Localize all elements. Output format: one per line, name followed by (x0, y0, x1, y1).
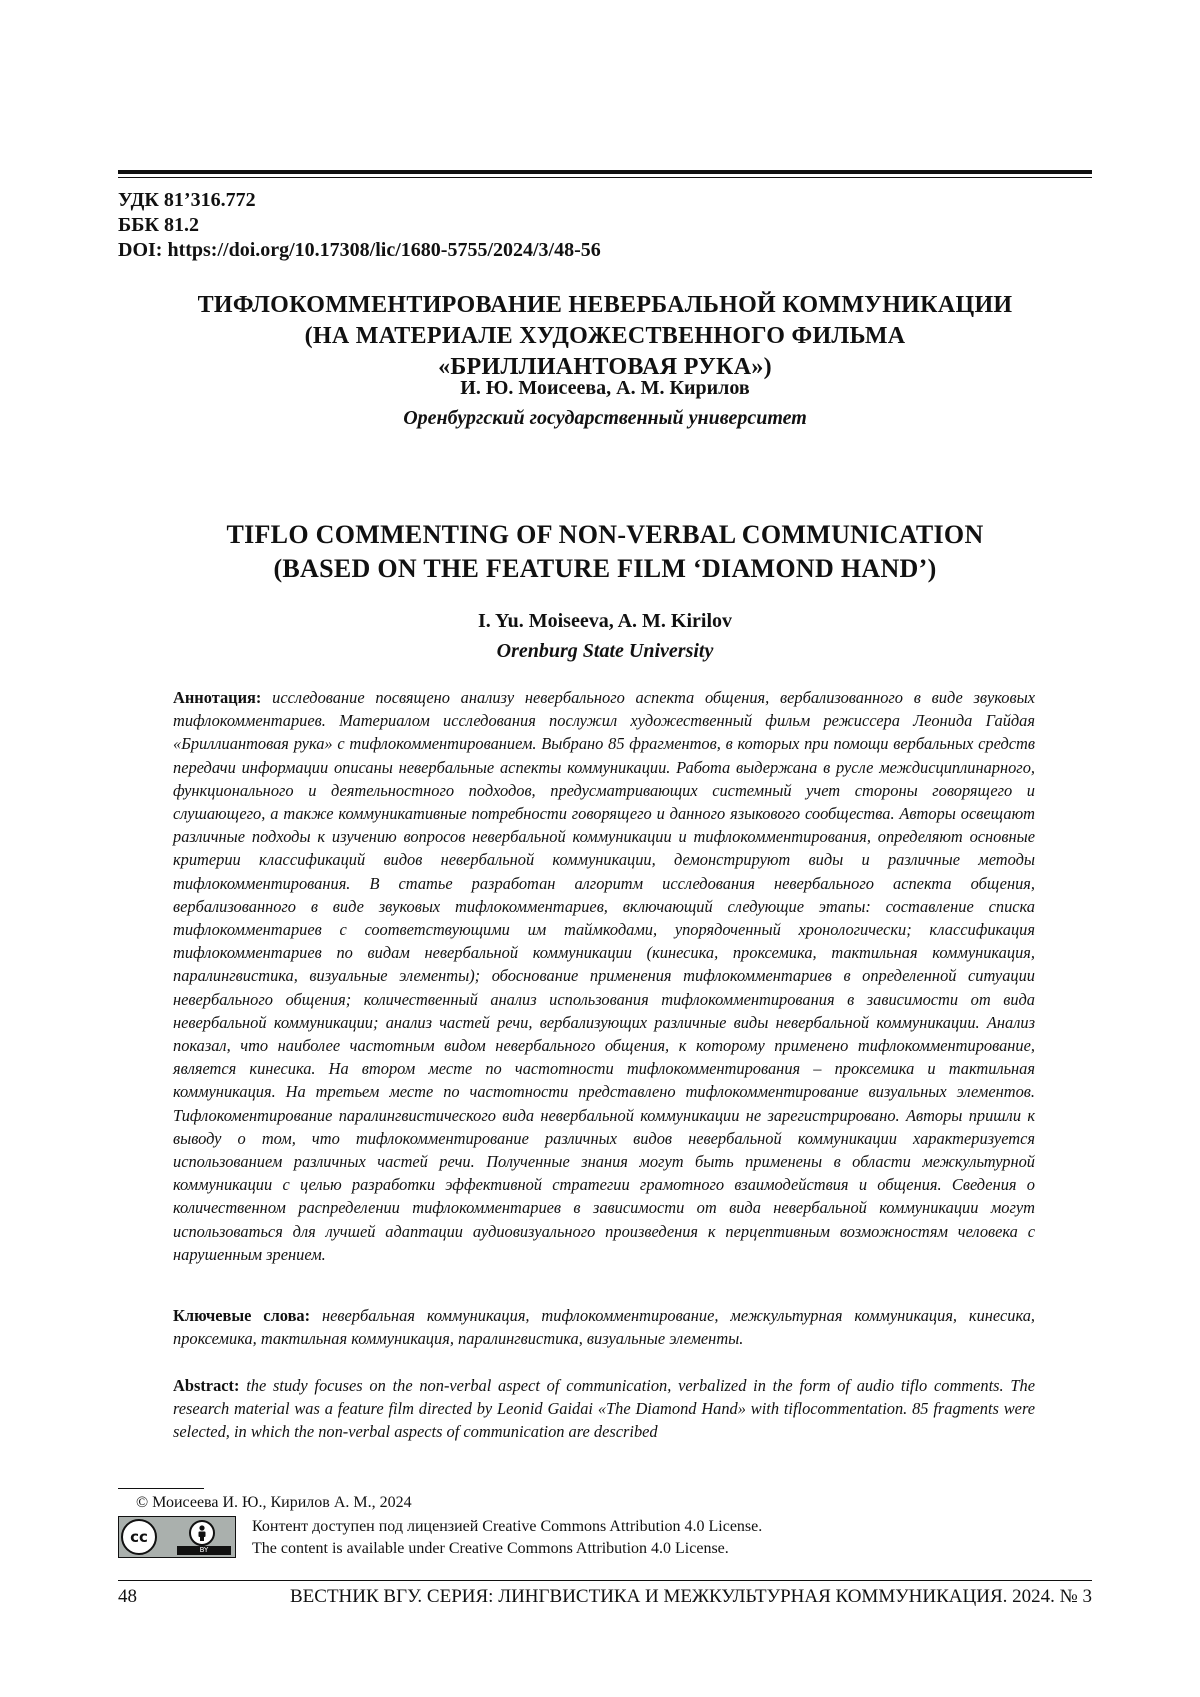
annotation-russian (173, 686, 1035, 1266)
title-en-line-1: TIFLO COMMENTING OF NON-VERBAL COMMUNICATION (226, 520, 984, 549)
keywords-text: невербальная коммуникация, тифлокомментирование, межкультурная коммуникация, кинесика, проксемика, тактильная коммуникация, паралингвистика, визуальные элементы. (173, 1306, 1035, 1349)
license-english: The content is available under Creative Commons Attribution 4.0 License. (252, 1540, 729, 1557)
title-russian (118, 290, 1092, 383)
license-text (252, 1516, 762, 1560)
cc-by-label: BY (177, 1546, 231, 1555)
title-english (118, 518, 1092, 586)
abstract-text: the study focuses on the non-verbal aspect of communication, verbalized in the form of audio tiflo comments. The research material was a feature film directed by Leonid Gaidai «The Diamond Hand» with tiflocommentation. 85 fragments were selected, in which the non-verbal aspects of communication are described (173, 1376, 1035, 1442)
annotation-label: Аннотация: (173, 688, 262, 707)
title-en-line-2: (BASED ON THE FEATURE FILM ‘DIAMOND HAND’) (273, 554, 937, 583)
page-number: 48 (118, 1586, 137, 1607)
keywords-label: Ключевые слова: (173, 1306, 311, 1325)
article-meta (118, 188, 601, 263)
cc-license-badge[interactable] (118, 1516, 236, 1558)
title-ru-line-3: «БРИЛЛИАНТОВАЯ РУКА») (438, 354, 772, 380)
udk-code: УДК 81’316.772 (118, 189, 256, 211)
doi-link[interactable]: DOI: https://doi.org/10.17308/lic/1680-5755/2024/3/48-56 (118, 239, 601, 261)
footer-rule (118, 1580, 1092, 1581)
authors-english: I. Yu. Moiseeva, A. M. Kirilov (477, 610, 733, 632)
bbk-code: ББК 81.2 (118, 214, 199, 236)
header-rule-thick (118, 170, 1092, 174)
license-russian: Контент доступен под лицензией Creative Commons Attribution 4.0 License. (252, 1518, 763, 1535)
attribution-person-icon (189, 1520, 215, 1546)
abstract-label: Abstract: (173, 1376, 240, 1395)
title-ru-line-1: ТИФЛОКОММЕНТИРОВАНИЕ НЕВЕРБАЛЬНОЙ КОММУНИКАЦИИ (197, 292, 1013, 318)
header-rule-thin (118, 177, 1092, 178)
copyright-note: © Моисеева И. Ю., Кирилов А. М., 2024 (136, 1494, 412, 1511)
annotation-text: исследование посвящено анализу невербального аспекта общения, вербализованного в виде звуковых тифлокомментариев. Материалом исследования послужил художественный фильм режиссера Леонида Гайдая «Бриллиантовая рука» с тифлокомментированием. Выбрано 85 фрагментов, в которых при помощи вербальных средств передачи информации описаны невербальные аспекты коммуникации. Работа выдержана в русле междисциплинарного, функционального и деятельностного подходов, предусматривающих системный учет стороны говорящего и слушающего, а также коммуникативные потребности говорящего и данного языкового сообщества. Авторы освещают различные подходы к изучению вопросов невербальной коммуникации и тифлокомментирования, определяют основные критерии классификаций видов невербальной коммуникации, демонстрируют виды и различные методы тифлокомментирования. В статье разработан алгоритм исследования невербального аспекта общения, вербализованного в виде звуковых тифлокомментариев, включающий следующие этапы: составление списка тифлокомментариев с соответствующими им таймкодами, упорядоченный хронологически; классификация тифлокомментариев по видам невербальной коммуникации (кинесика, проксемика, тактильная коммуникация, паралингвистика, визуальные элементы); обоснование применения тифлокомментариев в определенной ситуации невербального общения; количественный анализ использования тифлокомментирования в зависимости от вида невербальной коммуникации; анализ частей речи, вербализующих различные виды невербальной коммуникации. Анализ показал, что наиболее частотным видом невербального общения, к которому применено тифлокомментирование, является кинесика. На втором месте по частотности тифлокомментирования – проксемика и тактильная коммуникация. На третьем месте по частотности представлено тифлокомментирование визуальных элементов. Тифлокоментирование паралингвистического вида невербальной коммуникации не зарегистрировано. Авторы пришли к выводу о том, что тифлокомментирование различных видов невербальной коммуникации характеризуется использованием различных частей речи. Полученные знания могут быть применены в области межкультурной коммуникации с целью разработки эффективной стратегии грамотного взаимодействия и общения. Сведения о количественном распределении тифлокомментариев в зависимости от вида невербальной коммуникации могут использоваться для лучшей адаптации аудиовизуального произведения к перцептивным возможностям человека с нарушенным зрением. (173, 688, 1035, 1264)
cc-by-block (177, 1519, 231, 1555)
title-ru-line-2: (НА МАТЕРИАЛЕ ХУДОЖЕСТВЕННОГО ФИЛЬМА (304, 323, 906, 349)
affiliation-english: Orenburg State University (496, 640, 714, 662)
footnote-separator (118, 1488, 204, 1489)
abstract-english (173, 1374, 1035, 1444)
authors-russian: И. Ю. Моисеева, А. М. Кирилов (460, 377, 750, 399)
journal-running-title: ВЕСТНИК ВГУ. СЕРИЯ: ЛИНГВИСТИКА И МЕЖКУЛЬТУРНАЯ КОММУНИКАЦИЯ. 2024. № 3 (290, 1586, 1092, 1607)
cc-icon: cc (121, 1519, 157, 1555)
keywords-russian (173, 1304, 1035, 1350)
affiliation-russian: Оренбургский государственный университет (403, 407, 807, 429)
